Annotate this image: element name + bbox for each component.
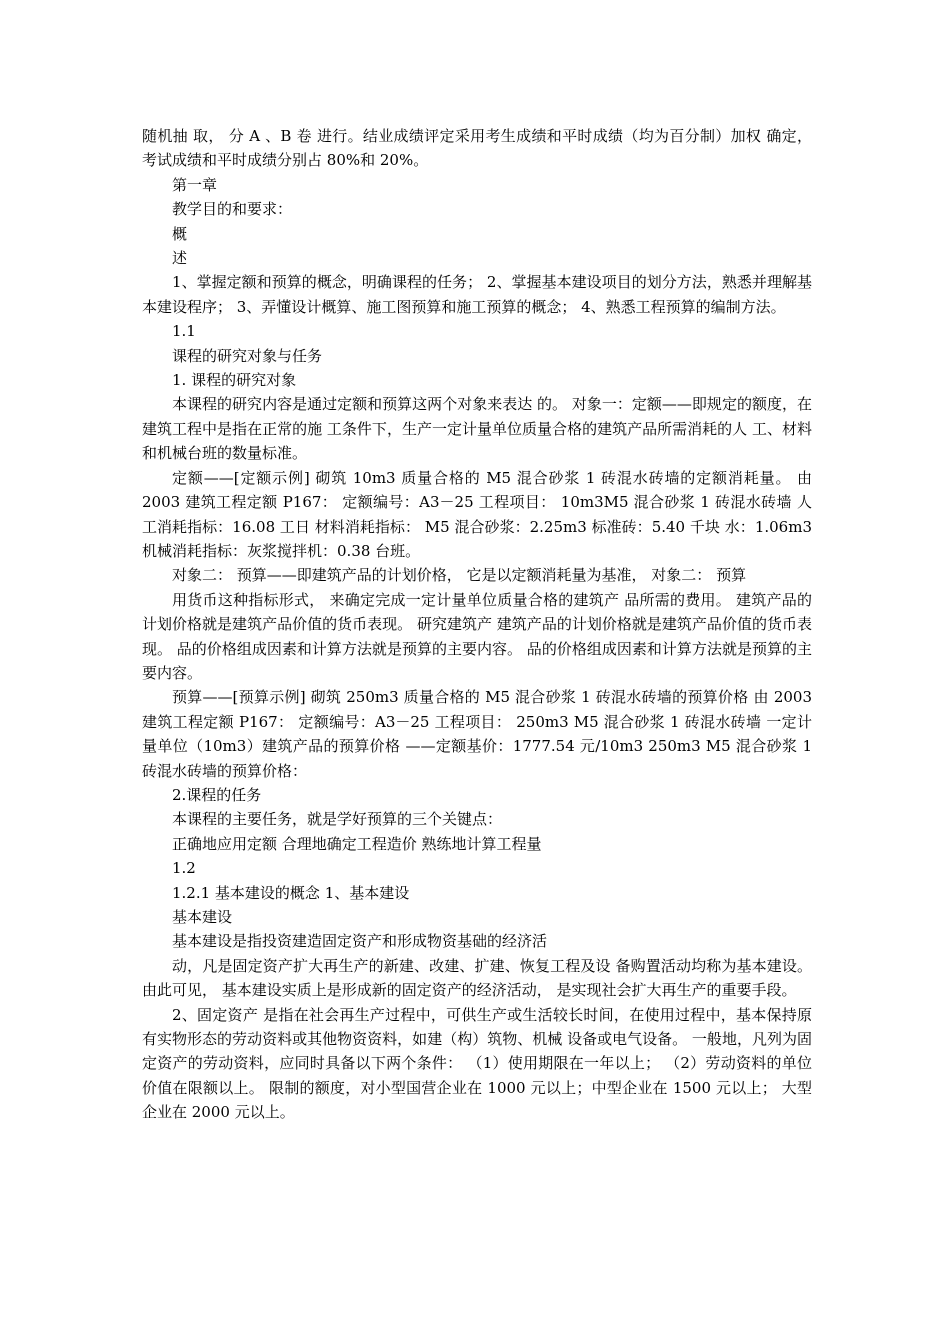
paragraph-fixed-assets: 2、固定资产 是指在社会再生产过程中，可供生产或生活较长时间，在使用过程中，基本保持原有实物形态的劳动资料或其他物资资料，如建（构）筑物、机械 设备或电气设备。 一般地，凡列为固定资产的劳动资料，应同时具备以下两个条件： （1）使用期限在一年以上； （2）劳动资料的单位价值在限额以上。 限制的额度，对小型国营企业在 1000 元以上；中型企业在 1500 元以上； 大型企业在 2000 元以上。 (142, 1005, 812, 1122)
section-title-research-object: 课程的研究对象与任务 (172, 346, 323, 365)
paragraph-objectives-list: 1、掌握定额和预算的概念，明确课程的任务； 2、掌握基本建设项目的划分方法，熟悉并理解基本建设程序； 3、弄懂设计概算、施工图预算和施工预算的概念； 4、熟悉工程预算的编制方法。 (142, 273, 812, 316)
section-number-1-2: 1.2 (172, 859, 196, 878)
subsection-1-2-1: 1.2.1 基本建设的概念 1、基本建设 (172, 883, 410, 902)
subsection-research-object: 1. 课程的研究对象 (172, 371, 297, 390)
overview-heading-char-2: 述 (172, 249, 188, 268)
chapter-heading: 第一章 (172, 175, 218, 194)
paragraph-budget-intro: 对象二： 预算——即建筑产品的计划价格， 它是以定额消耗量为基准， 对象二： 预算 (172, 566, 747, 585)
paragraph-main-tasks: 本课程的主要任务，就是学好预算的三个关键点： (172, 810, 503, 829)
overview-heading-char-1: 概 (172, 224, 188, 243)
document-body (142, 124, 812, 1125)
paragraph-basic-construction-detail: 动，凡是固定资产扩大再生产的新建、改建、扩建、恢复工程及设 备购置活动均称为基本建设。 由此可见， 基本建设实质上是形成新的固定资产的经济活动， 是实现社会扩大再生产的重要手段。 (142, 956, 812, 1000)
paragraph-budget-definition: 用货币这种指标形式， 来确定完成一定计量单位质量合格的建筑产 品所需的费用。 建筑产品的计划价格就是建筑产品价值的货币表现。 研究建筑产 建筑产品的计划价格就是建筑产品价值的货币表现。 品的价格组成因素和计算方法就是预算的主要内容。 品的价格组成因素和计算方法就是预算的主要内容。 (142, 590, 812, 682)
heading-basic-construction: 基本建设 (172, 908, 233, 926)
paragraph-key-points: 正确地应用定额 合理地确定工程造价 熟练地计算工程量 (172, 834, 542, 853)
objectives-heading: 教学目的和要求： (172, 200, 293, 219)
subsection-course-tasks: 2.课程的任务 (172, 785, 262, 804)
paragraph-budget-example: 预算——[预算示例] 砌筑 250m3 质量合格的 M5 混合砂浆 1 砖混水砖墙的预算价格 由 2003 建筑工程定额 P167： 定额编号：A3－25 工程项目： 250m3 M5 混合砂浆 1 砖混水砖墙 一定计量单位（10m3）建筑产品的预算价格 ——定额基价：1777.54 元/10m3 250m3 M5 混合砂浆 1 砖混水砖墙的预算价格： (142, 688, 812, 780)
paragraph-quota-definition: 本课程的研究内容是通过定额和预算这两个对象来表达 的。 对象一：定额——即规定的额度，在建筑工程中是指在正常的施 工条件下，生产一定计量单位质量合格的建筑产品所需消耗的人 工、材料和机械台班的数量标准。 (142, 395, 812, 463)
paragraph-exam-grading: 随机抽 取， 分 A 、B 卷 进行。结业成绩评定采用考生成绩和平时成绩（均为百分制）加权 确定，考试成绩和平时成绩分别占 80%和 20%。 (142, 127, 812, 170)
paragraph-basic-construction-def: 基本建设是指投资建造固定资产和形成物资基础的经济活 (172, 932, 548, 951)
paragraph-quota-example: 定额——[定额示例] 砌筑 10m3 质量合格的 M5 混合砂浆 1 砖混水砖墙的定额消耗量。 由 2003 建筑工程定额 P167： 定额编号：A3－25 工程项目： 10m3M5 混合砂浆 1 砖混水砖墙 人工消耗指标：16.08 工日 材料消耗指标： M5 混合砂浆：2.25m3 标准砖：5.40 千块 水：1.06m3 机械消耗指标：灰浆搅拌机：0.38 台班。 (142, 468, 812, 560)
section-number-1-1: 1.1 (172, 322, 196, 341)
